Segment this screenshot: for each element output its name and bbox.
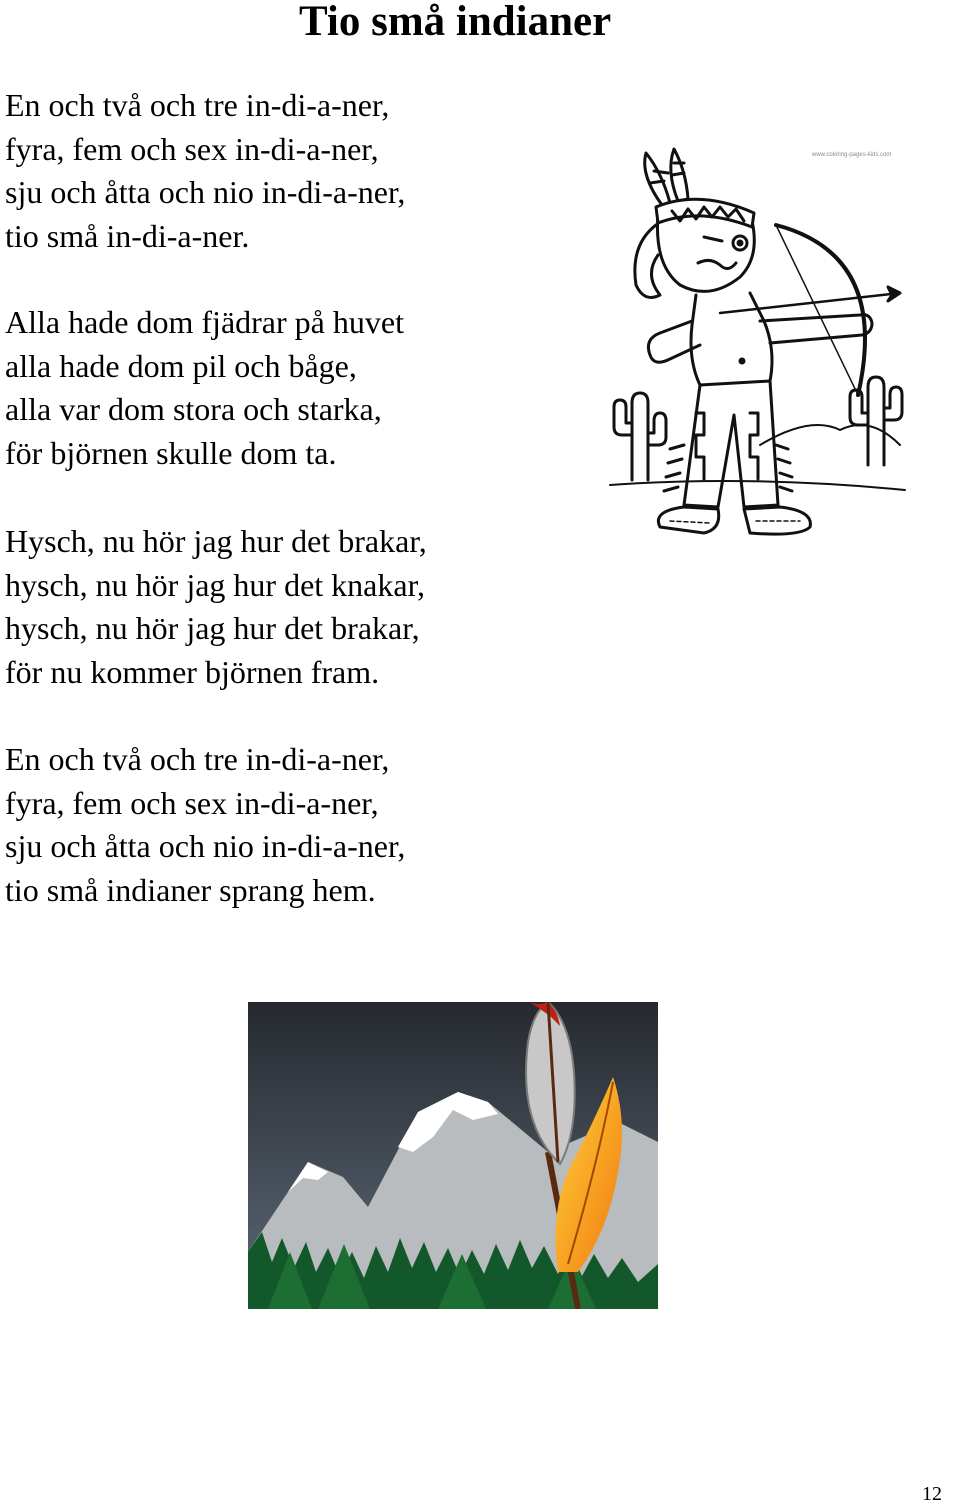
- stanza-line: fyra, fem och sex in-di-a-ner,: [5, 130, 379, 167]
- stanza-line: för nu kommer björnen fram.: [5, 653, 380, 690]
- stanza-1: [5, 84, 405, 258]
- stanza-line: hysch, nu hör jag hur det knakar,: [5, 566, 425, 603]
- stanza-line: Alla hade dom fjädrar på huvet: [5, 304, 404, 340]
- stanza-line: tio små in-di-a-ner.: [5, 217, 250, 254]
- stanza-line: Hysch, nu hör jag hur det brakar,: [5, 523, 427, 559]
- stanza-line: tio små indianer sprang hem.: [5, 871, 376, 908]
- stanza-4: [5, 738, 405, 912]
- archer-illustration: [600, 145, 915, 565]
- stanza-line: En och två och tre in-di-a-ner,: [5, 87, 390, 123]
- stanza-3: [5, 520, 427, 694]
- stanza-line: för björnen skulle dom ta.: [5, 434, 337, 471]
- image-watermark: www.coloring-pages-kids.com: [812, 152, 892, 158]
- archer-body: [648, 293, 872, 385]
- feather-headdress: [645, 149, 688, 205]
- stanza-line: alla hade dom pil och båge,: [5, 347, 357, 384]
- stanza-line: sju och åtta och nio in-di-a-ner,: [5, 174, 406, 211]
- mountain-feather-illustration: [248, 1002, 658, 1309]
- stanza-line: fyra, fem och sex in-di-a-ner,: [5, 784, 379, 821]
- stanza-line: sju och åtta och nio in-di-a-ner,: [5, 828, 406, 865]
- page-number: 12: [922, 1483, 942, 1505]
- ground-line: [610, 481, 905, 490]
- stanza-line: alla var dom stora och starka,: [5, 391, 382, 428]
- page-title: Tio små indianer: [299, 0, 612, 45]
- stanza-2: [5, 301, 404, 475]
- archer-head: [635, 199, 754, 297]
- archer-trousers: [664, 381, 792, 507]
- bow-and-arrow: [720, 225, 900, 395]
- stanza-line: En och två och tre in-di-a-ner,: [5, 741, 390, 777]
- hill-outline: [760, 425, 900, 445]
- archer-shoes: [658, 507, 810, 534]
- cactus-left: [614, 393, 666, 480]
- stanza-line: hysch, nu hör jag hur det brakar,: [5, 610, 420, 647]
